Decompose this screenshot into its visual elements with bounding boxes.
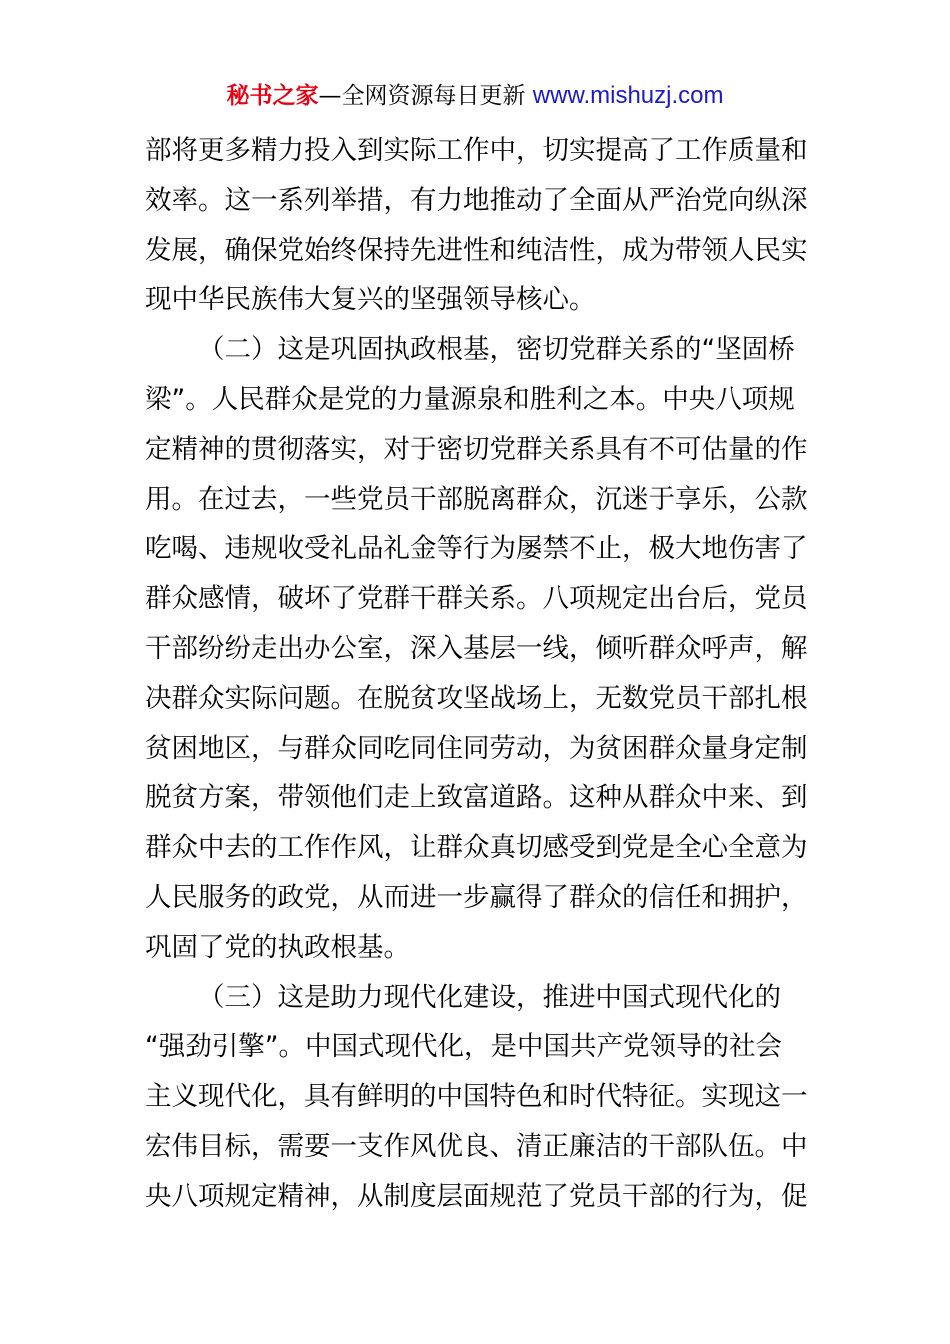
text-line: 决群众实际问题。在脱贫攻坚战场上，无数党员干部扎根 <box>145 682 808 714</box>
text-line: 吃喝、违规收受礼品礼金等行为屡禁不止，极大地伤害了 <box>145 533 808 565</box>
text-line: “强劲引擎”。中国式现代化，是中国共产党领导的社会 <box>145 1031 782 1063</box>
text-line: 群众感情，破坏了党群干群关系。八项规定出台后，党员 <box>145 583 808 615</box>
text-line: 脱贫方案，带领他们走上致富道路。这种从群众中来、到 <box>145 782 808 814</box>
text-line: 发展，确保党始终保持先进性和纯洁性，成为带领人民实 <box>145 234 808 266</box>
text-line: 干部纷纷走出办公室，深入基层一线，倾听群众呼声，解 <box>145 632 808 664</box>
text-line: 现中华民族伟大复兴的坚强领导核心。 <box>145 284 596 316</box>
text-line: 人民服务的政党，从而进一步赢得了群众的信任和拥护， <box>145 881 808 913</box>
text-line: 贫困地区，与群众同吃同住同劳动，为贫困群众量身定制 <box>145 732 808 764</box>
text-line: 部将更多精力投入到实际工作中，切实提高了工作质量和 <box>145 135 808 166</box>
text-line: 巩固了党的执政根基。 <box>145 931 410 963</box>
text-line: 主义现代化，具有鲜明的中国特色和时代特征。实现这一 <box>145 1081 808 1113</box>
text-line: 央八项规定精神，从制度层面规范了党员干部的行为，促 <box>145 1180 808 1212</box>
text-line: 定精神的贯彻落实，对于密切党群关系具有不可估量的作 <box>145 433 808 465</box>
site-brand: 秘书之家 <box>226 83 319 109</box>
section-heading-line: （二）这是巩固执政根基，密切党群关系的“坚固桥 <box>198 334 795 366</box>
site-url[interactable]: www.mishuzj.com <box>532 82 724 109</box>
section-heading-line: （三）这是助力现代化建设，推进中国式现代化的 <box>198 981 781 1013</box>
site-slogan: —全网资源每日更新 <box>318 83 526 109</box>
text-line: 用。在过去，一些党员干部脱离群众，沉迷于享乐，公款 <box>145 483 808 515</box>
text-line: 宏伟目标，需要一支作风优良、清正廉洁的干部队伍。中 <box>145 1130 808 1162</box>
watermark-header <box>0 80 950 112</box>
text-line: 效率。这一系列举措，有力地推动了全面从严治党向纵深 <box>145 184 808 216</box>
text-line: 群众中去的工作作风，让群众真切感受到党是全心全意为 <box>145 832 808 864</box>
text-line: 梁”。人民群众是党的力量源泉和胜利之本。中央八项规 <box>145 383 795 415</box>
document-body <box>145 126 815 1222</box>
